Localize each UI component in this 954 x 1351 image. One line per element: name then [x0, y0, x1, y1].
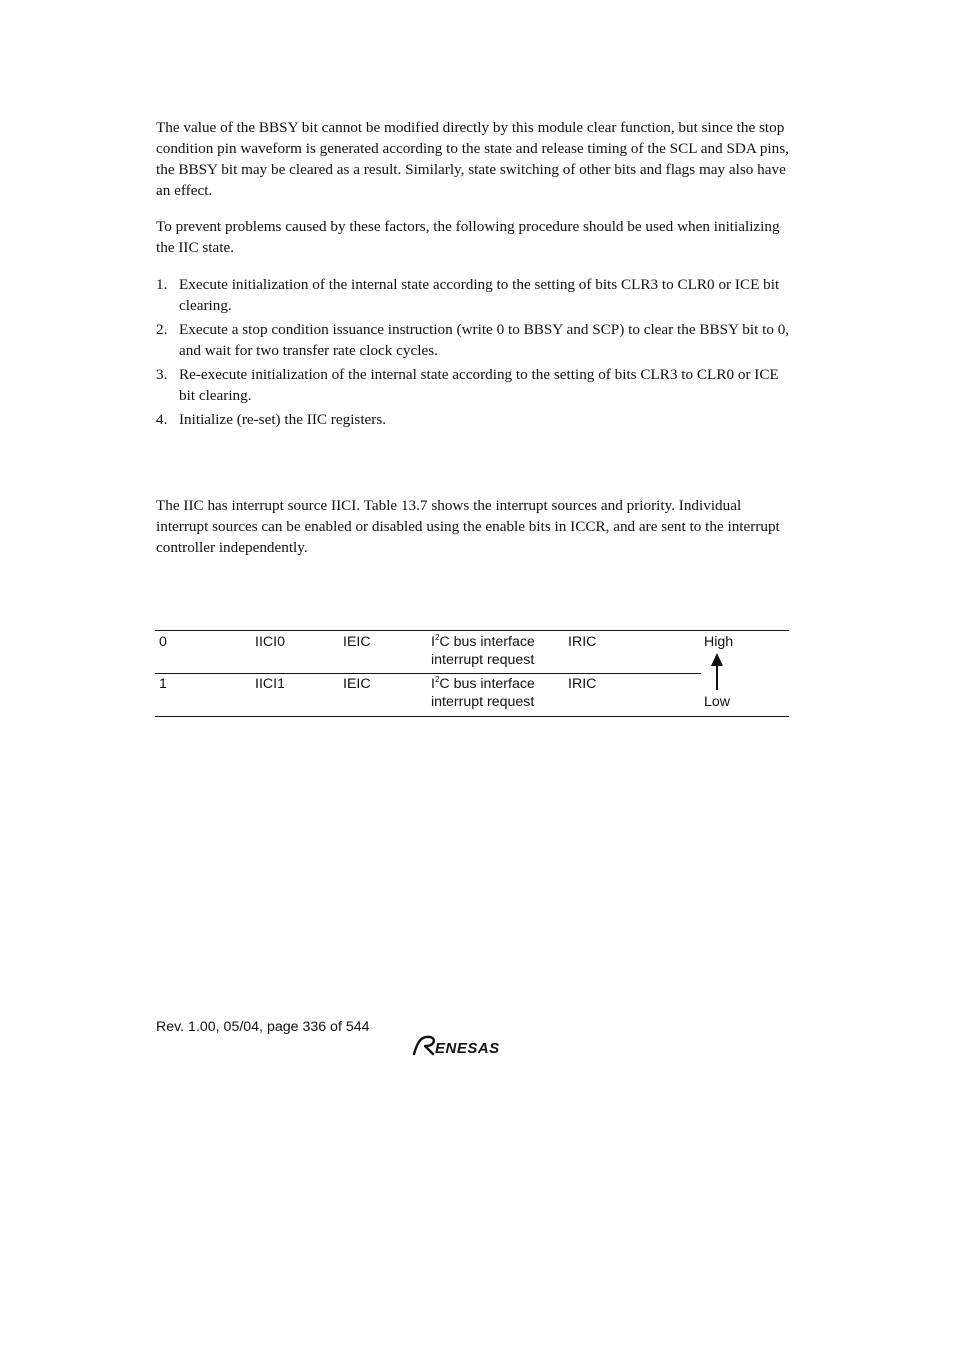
cell-flag: IRIC [568, 676, 597, 692]
list-item [156, 274, 796, 316]
cell-interrupt-name: IICI1 [255, 676, 285, 692]
priority-high-label: High [704, 634, 734, 650]
cell-flag: IRIC [568, 634, 597, 650]
priority-low-label: Low [704, 694, 731, 710]
list-item-text: Execute initialization of the internal state according to the setting of bits CLR3 to CLR0 or ICE bit clearing. [179, 276, 780, 314]
cell-description [431, 633, 535, 669]
cell-interrupt-name: IICI0 [255, 634, 285, 650]
renesas-logo [412, 1034, 534, 1061]
desc-line2: interrupt request [431, 694, 535, 710]
cell-enable-bit: IEIC [343, 634, 371, 650]
table-bottom-rule [155, 716, 789, 717]
desc-line1: C bus interface [439, 634, 535, 650]
paragraph-bbsy-note: The value of the BBSY bit cannot be modified directly by this module clear function, but since the stop condition pin waveform is generated according to the state and release timing of the SCL and SDA pins, the BBSY bit may be cleared as a result. Similarly, state switching of other bits and flags may also have an effect. [156, 119, 789, 199]
page-footer: Rev. 1.00, 05/04, page 336 of 544 [156, 1019, 370, 1035]
cell-description [431, 675, 535, 711]
priority-arrow-shaft [716, 665, 718, 690]
list-item-number: 4. [156, 411, 168, 428]
paragraph-interrupt-sources: The IIC has interrupt source IICI. Table 13.7 shows the interrupt sources and priority. Individual interrupt sources can be enabled or disabled using the enable bits in ICCR, and are sent to the interrupt controller independently. [156, 497, 780, 556]
svg-text:ENESAS: ENESAS [435, 1040, 500, 1056]
paragraph-procedure-intro: To prevent problems caused by these factors, the following procedure should be used when initializing the IIC state. [156, 218, 780, 256]
list-item [156, 364, 796, 406]
desc-prefix: I [431, 634, 435, 650]
cell-enable-bit: IEIC [343, 676, 371, 692]
desc-line2: interrupt request [431, 652, 535, 668]
desc-prefix: I [431, 676, 435, 692]
list-item-number: 3. [156, 366, 168, 383]
desc-superscript: 2 [434, 633, 440, 642]
list-item [156, 319, 796, 361]
desc-line1: C bus interface [439, 676, 535, 692]
list-item [156, 409, 796, 430]
table-row-divider [155, 673, 701, 674]
desc-superscript: 2 [434, 675, 440, 684]
list-item-number: 1. [156, 276, 168, 293]
cell-channel: 1 [159, 676, 167, 692]
list-item-text: Initialize (re-set) the IIC registers. [179, 411, 387, 428]
list-item-text: Re-execute initialization of the internal state according to the setting of bits CLR3 to CLR0 or ICE bit clearing. [179, 366, 779, 404]
list-item-text: Execute a stop condition issuance instruction (write 0 to BBSY and SCP) to clear the BBSY bit to 0, and wait for two transfer rate clock cycles. [179, 321, 790, 359]
cell-channel: 0 [159, 634, 167, 650]
procedure-list [156, 274, 796, 433]
renesas-logo-mark [412, 1034, 534, 1056]
list-item-number: 2. [156, 321, 168, 338]
table-top-rule [155, 630, 789, 631]
